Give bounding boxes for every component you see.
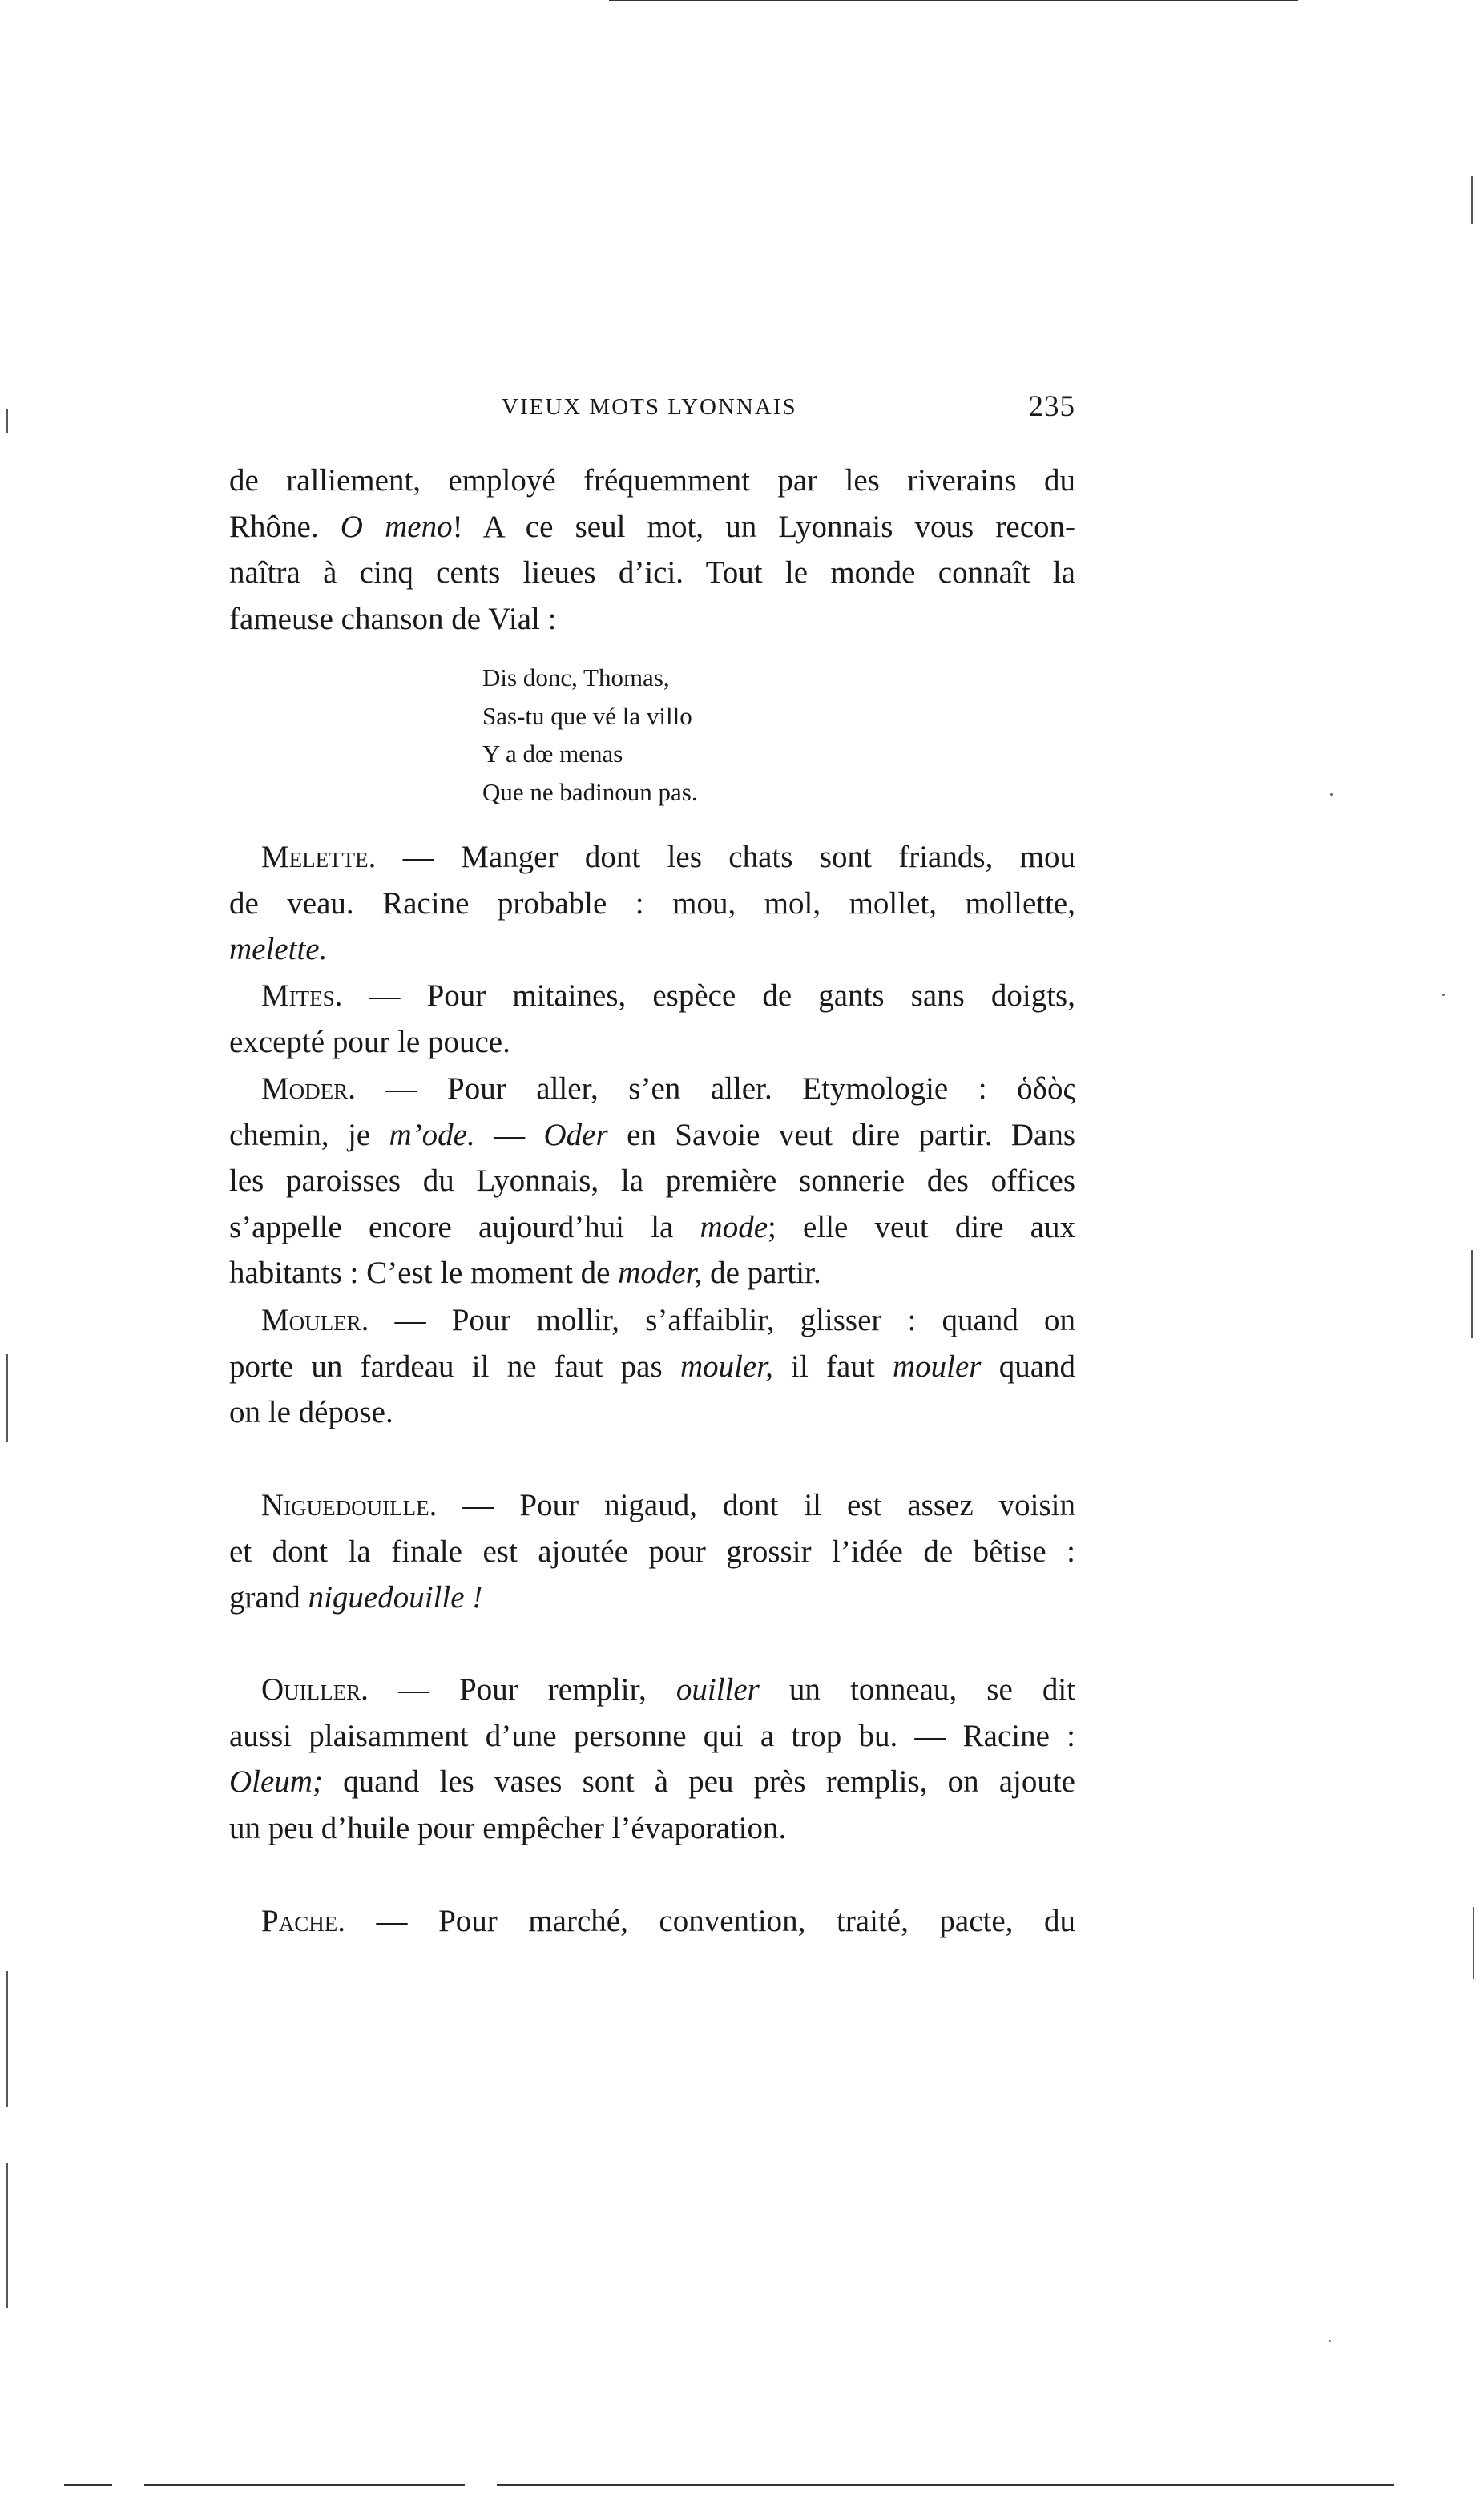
scan-edge-bottom-2 bbox=[144, 2484, 465, 2486]
opening-paragraph bbox=[229, 458, 1075, 642]
verse-line: Y a dœ menas bbox=[482, 740, 623, 768]
italic-term: ouiller bbox=[675, 1672, 760, 1707]
entry-mites bbox=[229, 973, 1075, 1065]
italic-term: Oleum; bbox=[229, 1764, 323, 1800]
verse-line: Dis donc, Thomas, bbox=[482, 663, 670, 692]
entry-melette bbox=[229, 834, 1075, 973]
scan-edge-right-3 bbox=[1473, 1907, 1474, 1979]
text-line: excepté pour le pouce. bbox=[229, 1024, 510, 1059]
text-line: et dont la finale est ajoutée pour grossir l’idée de bêtise : bbox=[229, 1534, 1075, 1569]
text-line: de veau. Racine probable : mou, mol, mollet, mollette, bbox=[229, 885, 1075, 921]
scan-edge-left-3 bbox=[6, 1971, 8, 2107]
headword: Melette bbox=[261, 840, 369, 874]
text-line: aussi plaisamment d’une personne qui a trop bu. — Racine : bbox=[229, 1718, 1075, 1753]
italic-term: niguedouille ! bbox=[308, 1580, 483, 1615]
italic-term: m’ode. bbox=[389, 1117, 475, 1152]
text-line: Pache. — Pour marché, convention, traité, pacte, du bbox=[261, 1904, 1075, 1938]
text-line: chemin, je m’ode. — Oder en Savoie veut dire partir. Dans bbox=[229, 1117, 1076, 1152]
headword: Ouiller bbox=[261, 1672, 361, 1707]
scan-edge-right-1 bbox=[1471, 176, 1473, 224]
text-line: fameuse chanson de Vial : bbox=[229, 601, 557, 636]
text-line: porte un fardeau il ne faut pas mouler, il faut mouler quand bbox=[229, 1349, 1076, 1384]
italic-term: mode bbox=[700, 1209, 768, 1244]
entry-ouiller bbox=[229, 1667, 1075, 1851]
verse-line: Que ne badinoun pas. bbox=[482, 777, 698, 806]
headword: Mouler bbox=[261, 1303, 361, 1337]
scan-edge-left-4 bbox=[6, 2163, 8, 2308]
headword: Mites bbox=[261, 978, 335, 1013]
italic-term: Oder bbox=[543, 1117, 608, 1152]
headword: Pache bbox=[261, 1904, 338, 1938]
verse-line: Sas-tu que vé la villo bbox=[482, 701, 692, 730]
headword: Niguedouille bbox=[261, 1488, 429, 1522]
running-head bbox=[502, 390, 1075, 433]
italic-term: O meno bbox=[340, 509, 453, 544]
scan-edge-top bbox=[609, 0, 1298, 1]
entry-mouler bbox=[229, 1297, 1075, 1436]
scan-edge-right-2 bbox=[1471, 1250, 1473, 1338]
page-number: 235 bbox=[1028, 390, 1075, 423]
scan-edge-left-1 bbox=[6, 409, 8, 433]
headword: Moder bbox=[261, 1071, 349, 1106]
scan-speck-1 bbox=[1330, 793, 1333, 796]
entry-niguedouille bbox=[229, 1482, 1075, 1621]
text-line: grand niguedouille ! bbox=[229, 1580, 483, 1615]
text-line: Oleum; quand les vases sont à peu près remplis, on ajoute bbox=[229, 1764, 1075, 1800]
text-line: Niguedouille. — Pour nigaud, dont il est assez voisin bbox=[261, 1488, 1075, 1522]
text-line: Rhône. O meno! A ce seul mot, un Lyonnais vous recon- bbox=[229, 509, 1076, 544]
text-line: les paroisses du Lyonnais, la première sonnerie des offices bbox=[229, 1163, 1075, 1199]
text-line: Mites. — Pour mitaines, espèce de gants sans doigts, bbox=[261, 978, 1075, 1013]
italic-term: melette. bbox=[229, 932, 328, 967]
italic-term: mouler, bbox=[679, 1349, 773, 1384]
text-line: habitants : C’est le moment de moder, de partir. bbox=[229, 1256, 821, 1291]
italic-term: mouler bbox=[892, 1349, 982, 1384]
entry-moder bbox=[229, 1066, 1075, 1296]
entry-pache bbox=[229, 1898, 1075, 1945]
italic-term: moder, bbox=[618, 1256, 703, 1291]
text-line: on le dépose. bbox=[229, 1395, 393, 1430]
text-line: Melette. — Manger dont les chats sont friands, mou bbox=[261, 840, 1075, 874]
scan-edge-bottom-1 bbox=[64, 2484, 112, 2486]
scan-speck-3 bbox=[1329, 2340, 1331, 2342]
verse-quotation bbox=[482, 659, 698, 811]
text-line: Mouler. — Pour mollir, s’affaiblir, glisser : quand on bbox=[261, 1303, 1075, 1337]
text-line: Moder. — Pour aller, s’en aller. Etymologie : ὁδὸς bbox=[261, 1071, 1075, 1106]
text-line bbox=[229, 926, 1075, 973]
text-line: s’appelle encore aujourd’hui la mode; elle veut dire aux bbox=[229, 1209, 1075, 1244]
running-title: VIEUX MOTS LYONNAIS bbox=[502, 394, 797, 420]
scan-edge-left-2 bbox=[6, 1354, 8, 1442]
text-line: un peu d’huile pour empêcher l’évaporation. bbox=[229, 1810, 787, 1845]
text-line: naîtra à cinq cents lieues d’ici. Tout le monde connaît la bbox=[229, 555, 1075, 591]
text-line: de ralliement, employé fréquemment par les riverains du bbox=[229, 463, 1075, 498]
scan-speck-2 bbox=[1442, 994, 1445, 996]
text-line: Ouiller. — Pour remplir, ouiller un tonneau, se dit bbox=[261, 1672, 1075, 1707]
scan-edge-bottom-3 bbox=[497, 2484, 1394, 2486]
